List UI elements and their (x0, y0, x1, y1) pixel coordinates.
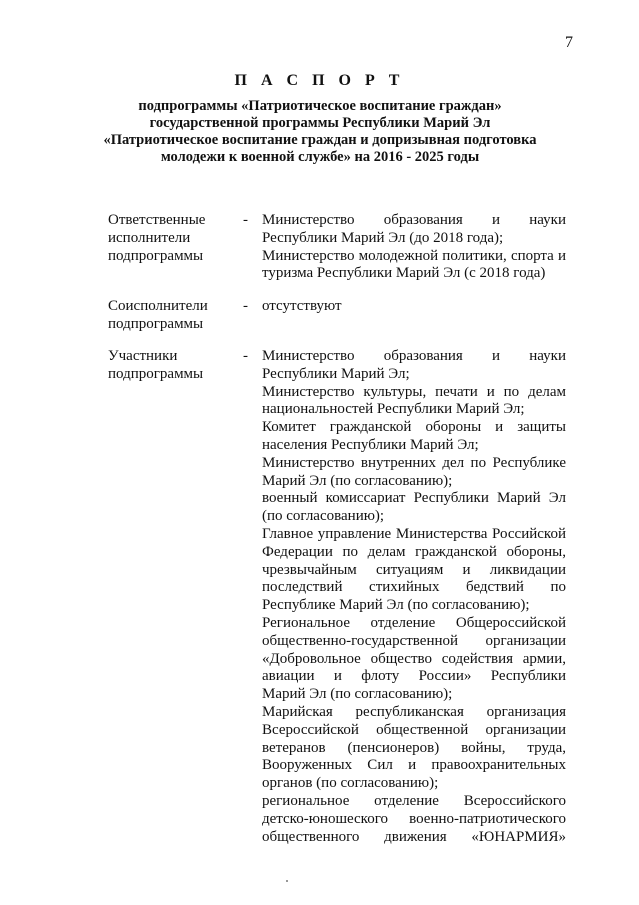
label-line: Участники (108, 348, 178, 364)
content-line: Республики Марий Эл (до 2018 года); (262, 229, 504, 246)
content-line: Министерство внутренних дел по Республике (262, 454, 566, 471)
row-dash: - (243, 298, 248, 314)
content-line: Министерство молодежной политики, спорта и (262, 247, 566, 264)
content-line: Министерство образования и науки (262, 348, 566, 364)
label-line: подпрограммы (108, 365, 204, 382)
subtitle-line: «Патриотическое воспитание граждан и допризывная подготовка (103, 132, 537, 148)
content-line: Марийская республиканская организация (262, 703, 566, 720)
content-line: Марий Эл (по согласованию); (262, 472, 453, 489)
content-line: Федерации по делам гражданской обороны, (262, 543, 566, 560)
label-line: Ответственные (108, 212, 206, 228)
content-line: общественного движения «ЮНАРМИЯ» (262, 828, 566, 845)
content-line: Комитет гражданской обороны и защиты (262, 419, 566, 436)
content-line: последствий стихийных бедствий по (262, 579, 566, 596)
row-label (108, 348, 228, 384)
content-line: ветеранов (пенсионеров) войны, труда, (262, 739, 566, 756)
subtitle-line: государственной программы Республики Марий Эл (149, 115, 491, 131)
content-line: военный комиссариат Республики Марий Эл (262, 490, 566, 507)
row-label (108, 212, 228, 265)
content-line: туризма Республики Марий Эл (с 2018 года) (262, 265, 546, 282)
content-line: чрезвычайным ситуациям и ликвидации (262, 561, 566, 578)
content-line: Республики Марий Эл; (262, 365, 410, 382)
row-content (262, 298, 566, 316)
subtitle-line: молодежи к военной службе» на 2016 - 2025 годы (160, 149, 480, 165)
content-line: Главное управление Министерства Российской (262, 525, 566, 542)
label-line: подпрограммы (108, 315, 204, 332)
content-line: Марий Эл (по согласованию); (262, 686, 453, 703)
document-subtitle (96, 98, 544, 166)
scan-speck (286, 880, 288, 882)
page-number: 7 (565, 34, 573, 51)
row-dash: - (243, 212, 248, 228)
content-line: детско-юношеского военно-патриотического (262, 810, 566, 827)
subtitle-line: подпрограммы «Патриотическое воспитание граждан» (138, 98, 502, 114)
label-line: исполнители (108, 229, 191, 246)
content-line: отсутствуют (262, 298, 342, 314)
content-line: органов (по согласованию); (262, 775, 439, 792)
row-content (262, 212, 566, 283)
row-content (262, 348, 566, 846)
content-line: национальностей Республики Марий Эл; (262, 401, 525, 418)
content-line: авиации и флоту России» Республики (262, 668, 566, 685)
content-line: региональное отделение Всероссийского (262, 792, 566, 809)
document-title: П А С П О Р Т (234, 72, 405, 89)
row-dash: - (243, 348, 248, 364)
content-line: Республике Марий Эл (по согласованию); (262, 597, 530, 614)
content-line: Министерство образования и науки (262, 212, 566, 228)
content-line: Министерство культуры, печати и по делам (262, 383, 566, 400)
content-line: (по согласованию); (262, 508, 385, 525)
content-line: населения Республики Марий Эл; (262, 436, 479, 453)
label-line: Соисполнители (108, 298, 208, 314)
content-line: Региональное отделение Общероссийской (262, 614, 566, 631)
content-line: «Добровольное общество содействия армии, (262, 650, 566, 667)
content-line: Всероссийской общественной организации (262, 721, 566, 738)
row-label (108, 298, 228, 334)
content-line: общественно-государственной организации (262, 632, 566, 649)
content-line: Вооруженных Сил и правоохранительных (262, 757, 566, 774)
label-line: подпрограммы (108, 247, 204, 264)
